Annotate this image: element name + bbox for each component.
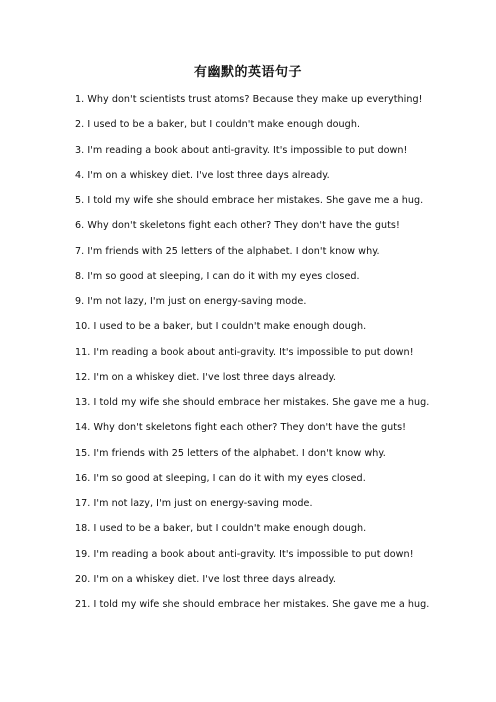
document-title: 有幽默的英语句子 [193, 65, 302, 80]
list-item: 2. I used to be a baker, but I couldn't make enough dough. [75, 119, 361, 131]
list-item: 1. Why don't scientists trust atoms? Because they make up everything! [75, 94, 423, 105]
list-item: 3. I'm reading a book about anti-gravity. It's impossible to put down! [75, 144, 408, 156]
list-item: 10. I used to be a baker, but I couldn't make enough dough. [75, 321, 367, 333]
list-item: 16. I'm so good at sleeping, I can do it with my eyes closed. [75, 472, 366, 484]
list-item: 19. I'm reading a book about anti-gravity. It's impossible to put down! [75, 548, 414, 560]
list-item: 18. I used to be a baker, but I couldn't make enough dough. [75, 523, 367, 535]
list-item: 15. I'm friends with 25 letters of the alphabet. I don't know why. [75, 447, 386, 459]
list-item: 7. I'm friends with 25 letters of the alphabet. I don't know why. [75, 245, 380, 257]
joke-list [75, 93, 475, 623]
list-item: 5. I told my wife she should embrace her mistakes. She gave me a hug. [75, 195, 424, 206]
list-item: 21. I told my wife she should embrace her mistakes. She gave me a hug. [75, 599, 430, 610]
list-item: 8. I'm so good at sleeping, I can do it with my eyes closed. [75, 270, 360, 282]
list-item: 14. Why don't skeletons fight each other? They don't have the guts! [75, 422, 407, 434]
list-item: 13. I told my wife she should embrace her mistakes. She gave me a hug. [75, 397, 430, 408]
list-item: 20. I'm on a whiskey diet. I've lost three days already. [75, 573, 336, 585]
list-item: 9. I'm not lazy, I'm just on energy-saving mode. [75, 296, 307, 307]
list-item: 17. I'm not lazy, I'm just on energy-saving mode. [75, 498, 313, 509]
list-item: 11. I'm reading a book about anti-gravity. It's impossible to put down! [75, 346, 414, 358]
list-item: 6. Why don't skeletons fight each other? They don't have the guts! [75, 220, 400, 232]
list-item: 12. I'm on a whiskey diet. I've lost three days already. [75, 371, 336, 383]
list-item: 4. I'm on a whiskey diet. I've lost three days already. [75, 169, 330, 181]
